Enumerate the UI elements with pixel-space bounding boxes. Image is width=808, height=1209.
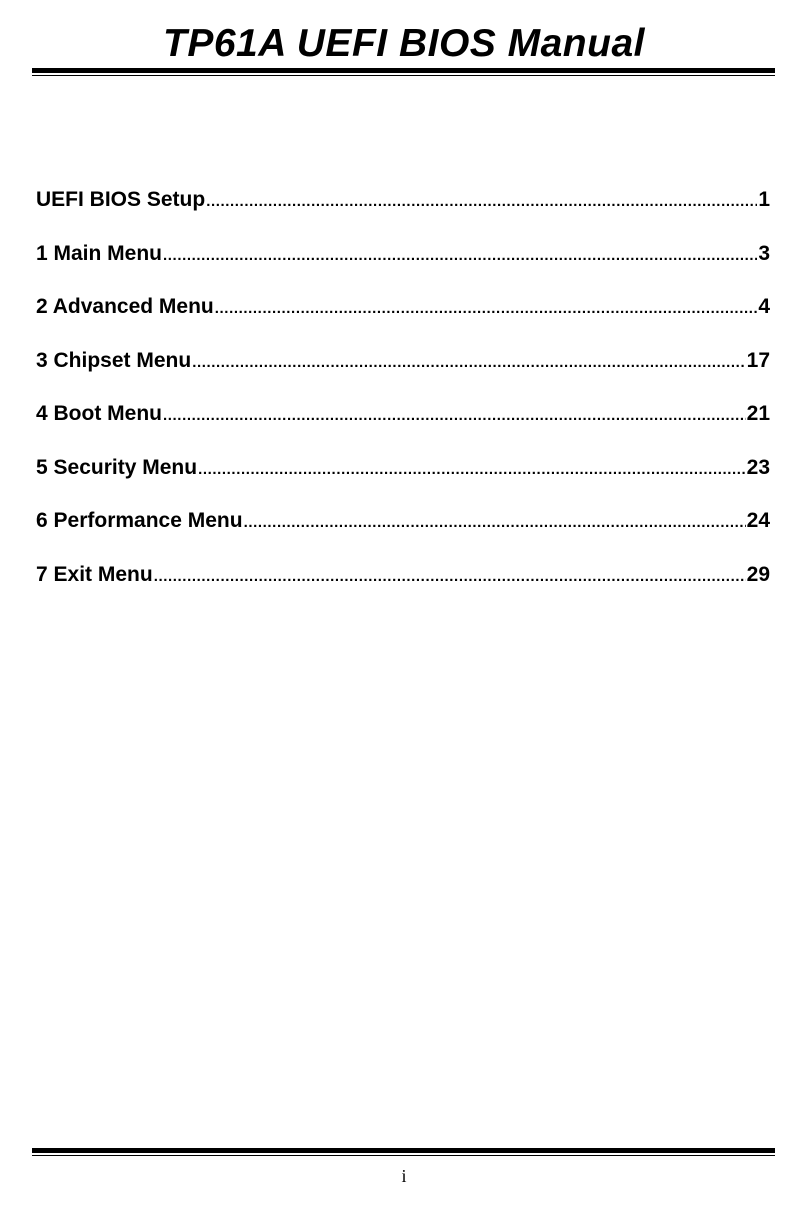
- toc-entry-page: 23: [746, 455, 770, 479]
- toc-entry-security-menu[interactable]: [36, 450, 770, 504]
- toc-dot-leader: [244, 505, 746, 541]
- toc-dot-leader: [154, 559, 746, 595]
- toc-entry-chipset-menu[interactable]: [36, 343, 770, 397]
- table-of-contents: [36, 182, 770, 610]
- toc-dot-leader: [215, 291, 758, 327]
- toc-entry-label: UEFI BIOS Setup: [36, 188, 206, 211]
- toc-entry-exit-menu[interactable]: [36, 557, 770, 611]
- toc-dot-leader: [206, 184, 757, 220]
- page-number: i: [401, 1166, 407, 1186]
- toc-dot-leader: [163, 238, 757, 274]
- toc-entry-label: 3 Chipset Menu: [36, 348, 192, 372]
- toc-entry-uefi-bios-setup[interactable]: [36, 182, 770, 236]
- toc-entry-label: 5 Security Menu: [36, 455, 198, 479]
- toc-entry-main-menu[interactable]: [36, 236, 770, 290]
- document-title: TP61A UEFI BIOS Manual: [163, 22, 645, 65]
- header-rule: [32, 68, 775, 76]
- footer-rule: [32, 1148, 775, 1156]
- toc-entry-page: 4: [758, 295, 770, 318]
- toc-entry-page: 3: [758, 241, 770, 265]
- toc-entry-label: 4 Boot Menu: [36, 402, 162, 425]
- toc-entry-page: 21: [746, 402, 770, 425]
- toc-dot-leader: [198, 452, 746, 488]
- toc-entry-label: 1 Main Menu: [36, 241, 163, 265]
- toc-dot-leader: [163, 398, 746, 434]
- toc-entry-page: 1: [758, 188, 770, 211]
- toc-entry-boot-menu[interactable]: [36, 396, 770, 450]
- toc-entry-page: 24: [746, 509, 770, 532]
- toc-entry-label: 2 Advanced Menu: [36, 295, 214, 318]
- toc-entry-page: 17: [746, 348, 770, 372]
- toc-entry-performance-menu[interactable]: [36, 503, 770, 557]
- toc-entry-label: 7 Exit Menu: [36, 562, 153, 586]
- toc-entry-advanced-menu[interactable]: [36, 289, 770, 343]
- toc-entry-label: 6 Performance Menu: [36, 509, 243, 532]
- toc-dot-leader: [192, 345, 745, 381]
- toc-entry-page: 29: [746, 562, 770, 586]
